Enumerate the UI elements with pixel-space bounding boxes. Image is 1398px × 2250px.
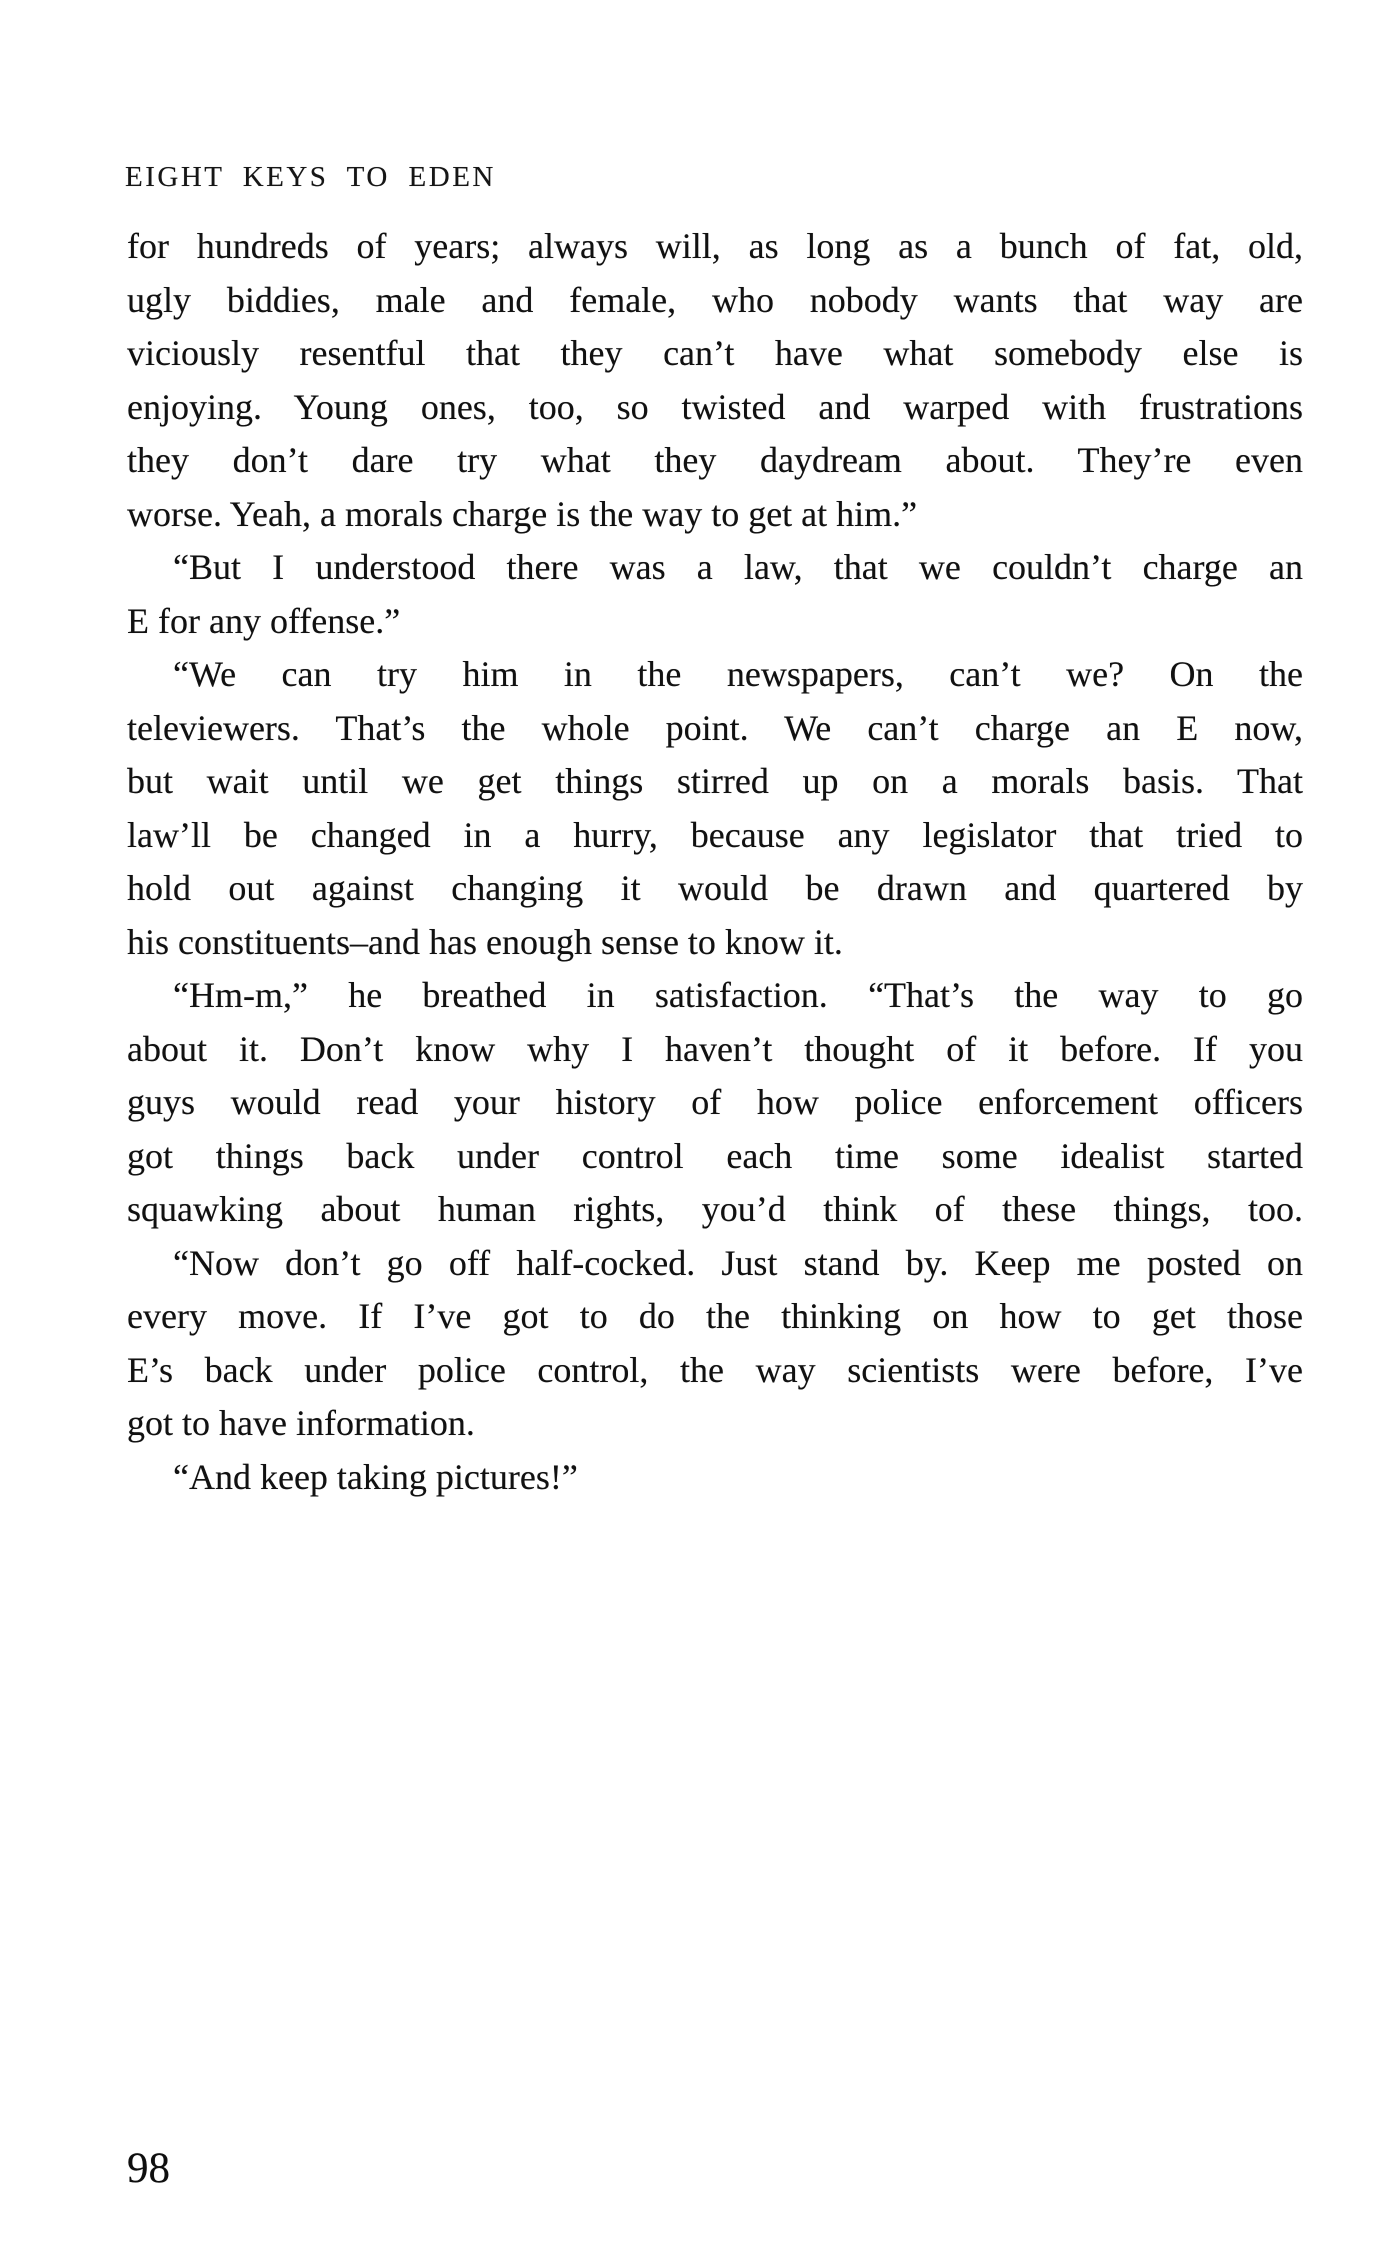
body-line: got things back under control each time some idealist started [127,1135,1303,1176]
body-line: worse. Yeah, a morals charge is the way to get at him.” [127,493,918,534]
running-head: EIGHT KEYS TO EDEN [125,161,496,193]
body-line: enjoying. Young ones, too, so twisted and warped with frustrations [127,386,1303,427]
body-line: law’ll be changed in a hurry, because any legislator that tried to [127,814,1303,855]
body-line: “We can try him in the newspapers, can’t we? On the [173,654,1303,694]
body-line: but wait until we get things stirred up on a morals basis. That [127,761,1303,801]
page-number: 98 [127,2145,170,2192]
body-line: his constituents–and has enough sense to know it. [127,921,843,962]
body-line: “Now don’t go off half-cocked. Just stand by. Keep me posted on [173,1242,1303,1283]
body-line: viciously resentful that they can’t have what somebody else is [127,333,1303,373]
body-line: every move. If I’ve got to do the thinking on how to get those [127,1296,1303,1336]
body-line: got to have information. [127,1403,475,1443]
body-line: squawking about human rights, you’d think of these things, too. [127,1189,1303,1229]
body-line: “And keep taking pictures!” [173,1456,578,1497]
body-line: E’s back under police control, the way scientists were before, I’ve [127,1349,1303,1390]
body-line: guys would read your history of how police enforcement officers [127,1082,1303,1122]
body-line: they don’t dare try what they daydream about. They’re even [127,440,1303,480]
body-line: televiewers. That’s the whole point. We can’t charge an E now, [127,707,1303,748]
body-line: E for any offense.” [127,600,401,641]
body-text [127,220,1303,1504]
body-line: about it. Don’t know why I haven’t thought of it before. If you [127,1028,1303,1069]
body-line: “But I understood there was a law, that we couldn’t charge an [173,547,1303,587]
body-line: for hundreds of years; always will, as long as a bunch of fat, old, [127,226,1303,266]
body-line: “Hm-m,” he breathed in satisfaction. “That’s the way to go [173,975,1303,1015]
body-line: ugly biddies, male and female, who nobody wants that way are [127,279,1303,320]
body-line: hold out against changing it would be drawn and quartered by [127,868,1303,908]
